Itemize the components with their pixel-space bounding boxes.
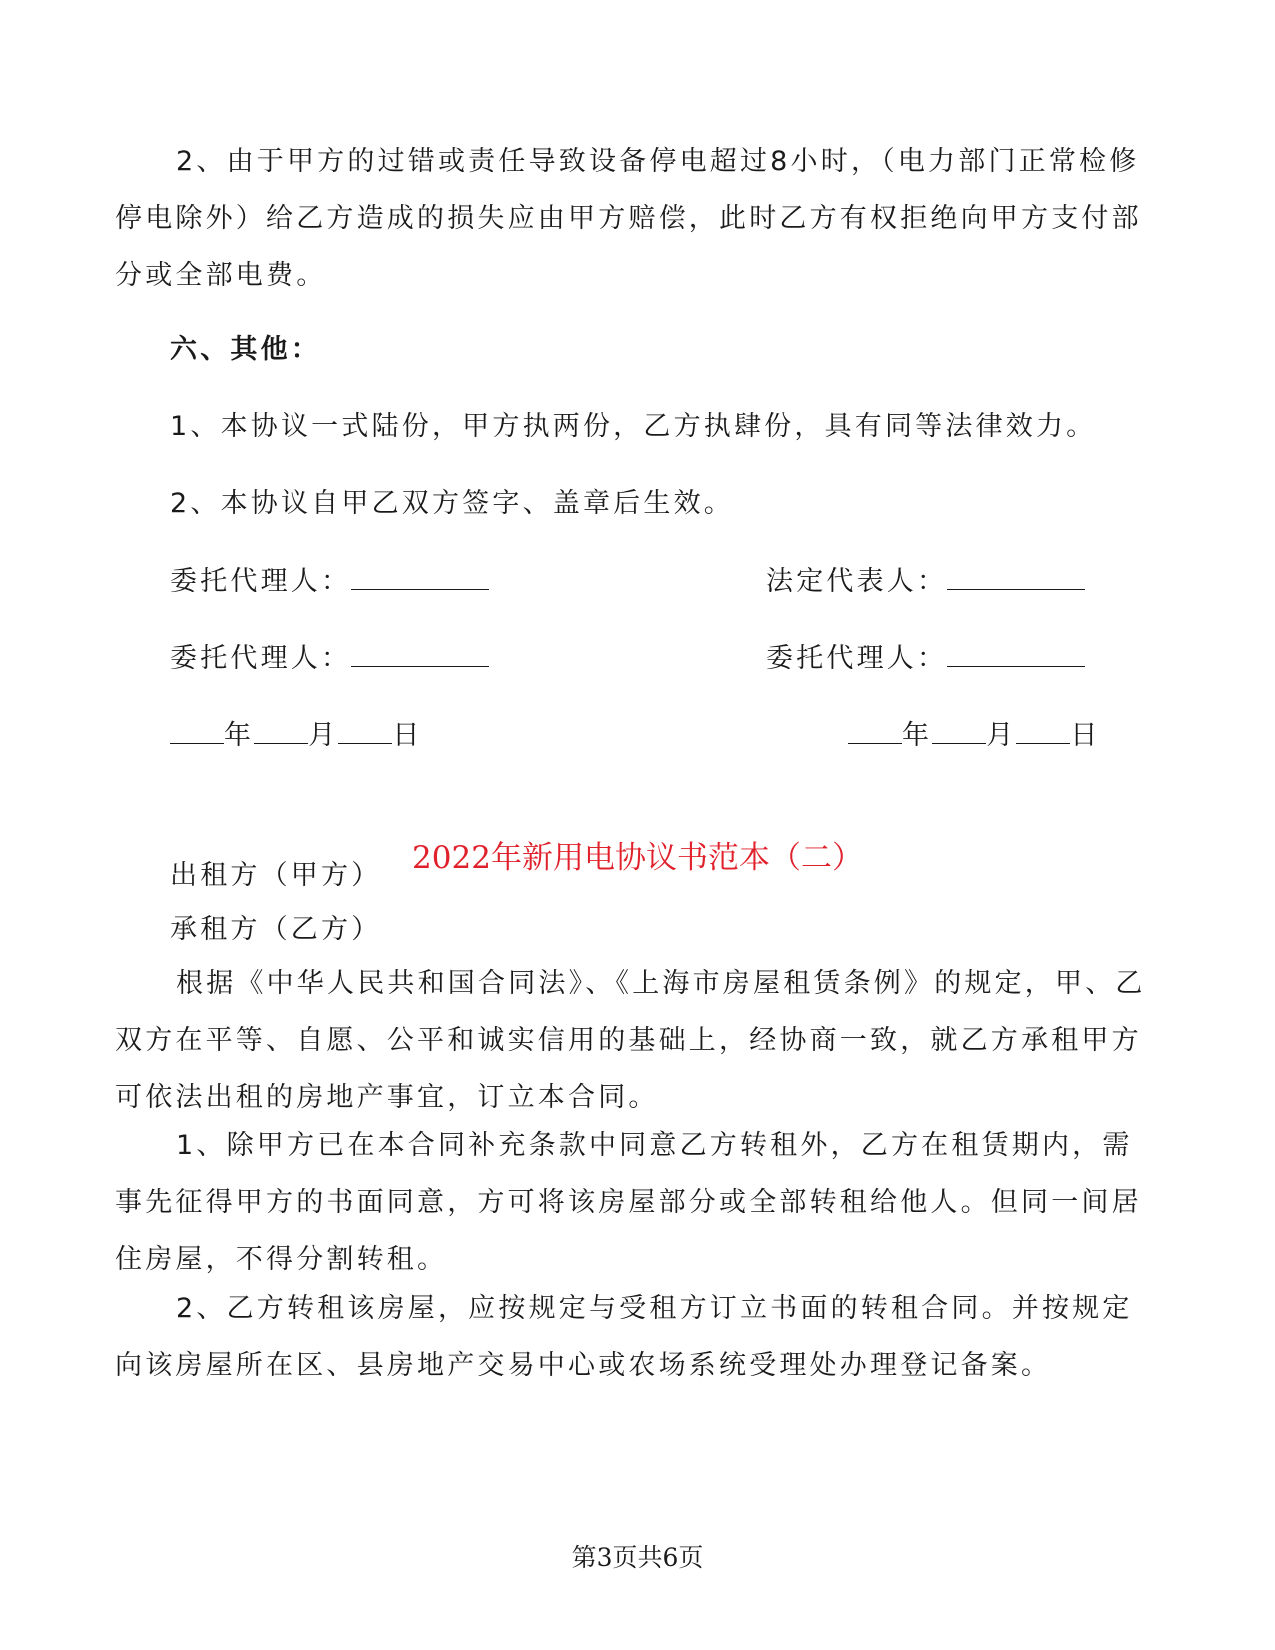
signature-right-1-blank	[947, 567, 1085, 590]
section-six-heading: 六、其他：	[170, 334, 321, 365]
date-left-day-blank	[338, 721, 392, 744]
signature-right-2	[766, 639, 1085, 679]
date-right-month-blank	[932, 721, 986, 744]
clause-6-2: 2、本协议自甲乙双方签字、盖章后生效。	[170, 488, 734, 519]
signature-left-2-blank	[351, 644, 489, 667]
date-left-year-blank	[170, 721, 224, 744]
signature-left-2	[170, 639, 489, 679]
date-right-day-blank	[1016, 721, 1070, 744]
clause-2-2: 2、乙方转租该房屋，应按规定与受租方订立书面的转租合同。并按规定向该房屋所在区、县房地产交易中心或农场系统受理处办理登记备案。	[115, 1293, 1133, 1381]
signature-right-2-blank	[947, 644, 1085, 667]
date-left-day: 日	[392, 720, 423, 751]
clause-5-2: 2、由于甲方的过错或责任导致设备停电超过8小时，（电力部门正常检修停电除外）给乙方造成的损失应由甲方赔偿，此时乙方有权拒绝向甲方支付部分或全部电费。	[115, 146, 1142, 291]
signature-right-1-label: 法定代表人：	[766, 566, 948, 597]
lessor-line: 出租方（甲方）	[170, 860, 382, 891]
date-right-year-blank	[848, 721, 902, 744]
date-left-month: 月	[308, 720, 339, 751]
clause-2-1: 1、除甲方已在本合同补充条款中同意乙方转租外，乙方在租赁期内，需事先征得甲方的书面同意，方可将该房屋部分或全部转租给他人。但同一间居住房屋，不得分割转租。	[115, 1130, 1142, 1275]
signature-left-1	[170, 562, 489, 602]
date-left-month-blank	[254, 721, 308, 744]
signature-right-2-label: 委托代理人：	[766, 643, 948, 674]
date-right-month: 月	[986, 720, 1017, 751]
date-right-day: 日	[1070, 720, 1101, 751]
clause-6-1: 1、本协议一式陆份，甲方执两份，乙方执肆份，具有同等法律效力。	[170, 411, 1097, 442]
date-right-year: 年	[902, 720, 933, 751]
lessee-line: 承租方（乙方）	[170, 914, 382, 945]
page-number: 第3页共6页	[571, 1543, 704, 1572]
date-left-year: 年	[224, 720, 255, 751]
signature-left-2-label: 委托代理人：	[170, 643, 352, 674]
date-right	[848, 716, 1101, 756]
section-title: 2022年新用电协议书范本（二）	[412, 840, 863, 876]
signature-left-1-blank	[351, 567, 489, 590]
date-left	[170, 716, 423, 756]
preamble-paragraph: 根据《中华人民共和国合同法》、《上海市房屋租赁条例》的规定，甲、乙双方在平等、自愿、公平和诚实信用的基础上，经协商一致，就乙方承租甲方可依法出租的房地产事宜，订立本合同。	[115, 968, 1146, 1113]
signature-left-1-label: 委托代理人：	[170, 566, 352, 597]
signature-right-1	[766, 562, 1085, 602]
